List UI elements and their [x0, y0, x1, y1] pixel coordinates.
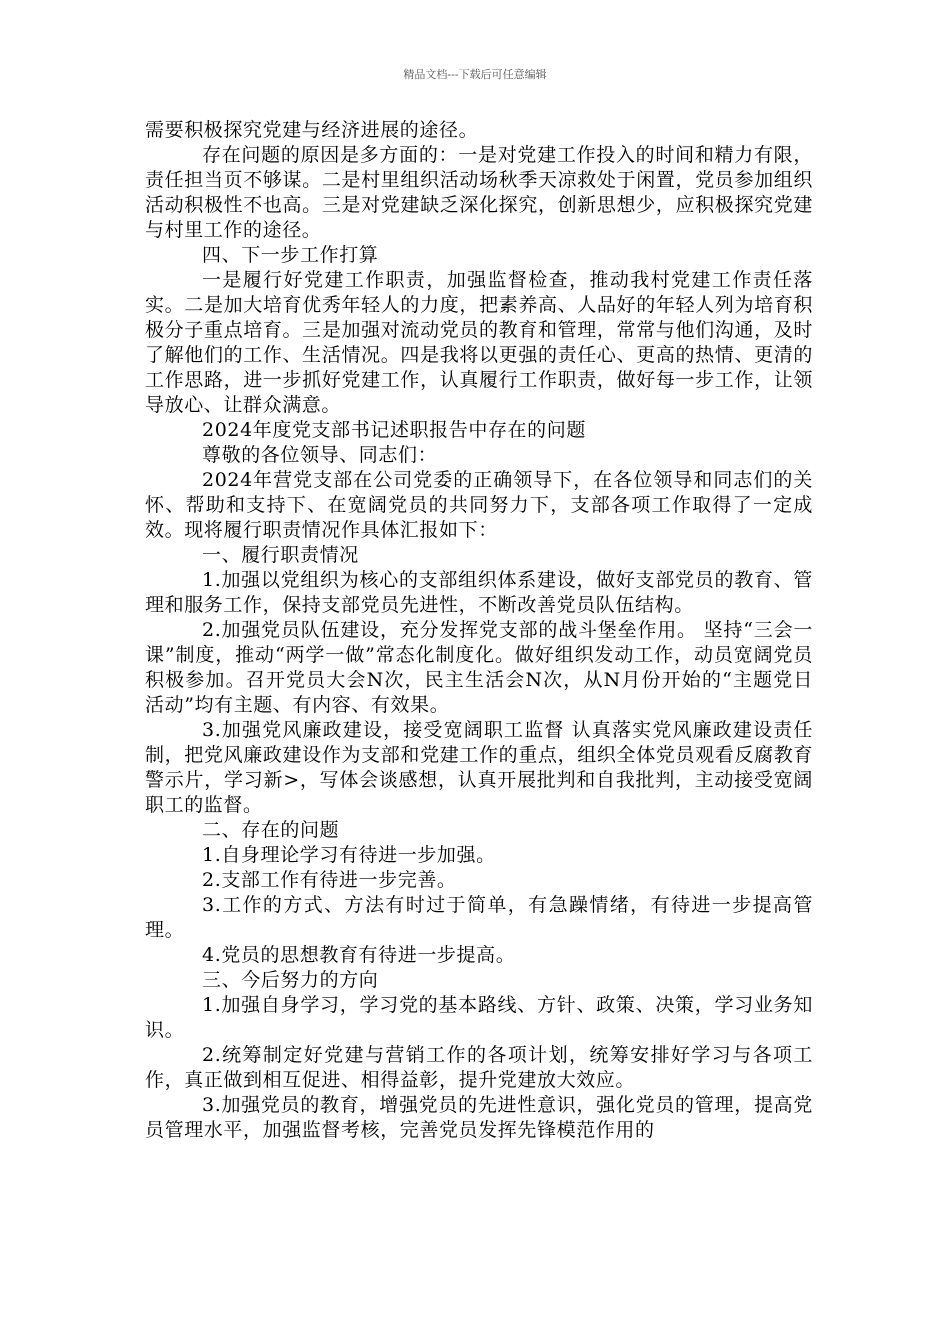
- list-item: 1.自身理论学习有待进一步加强。: [202, 844, 496, 866]
- paragraph: 一是履行好党建工作职责，加强监督检查，推动我村党建工作责任落实。二是加大培育优秀年轻人的力度，把素养高、人品好的年轻人列为培育积极分子重点培育。三是加强对流动党员的教育和管理，常常与他们沟通，及时了解他们的工作、生活情况。四是我将以更强的责任心、更高的热情、更清的工作思路，进一步抓好党建工作，认真履行工作职责，做好每一步工作，让领导放心、让群众满意。: [145, 269, 813, 416]
- document-body: [145, 118, 813, 1143]
- paragraph: 1.加强以党组织为核心的支部组织体系建设，做好支部党员的教育、管理和服务工作，保持支部党员先进性，不断改善党员队伍结构。: [145, 569, 813, 616]
- section-heading: 四、下一步工作打算: [202, 244, 379, 266]
- paragraph: 2024年营党支部在公司党委的正确领导下，在各位领导和同志们的关怀、帮助和支持下、在宽阔党员的共同努力下，支部各项工作取得了一定成效。现将履行职责情况作具体汇报如下：: [145, 469, 813, 541]
- paragraph: 3.加强党风廉政建设，接受宽阔职工监督 认真落实党风廉政建设责任制，把党风廉政建设作为支部和党建工作的重点，组织全体党员观看反腐教育警示片，学习新>，写体会谈感想，认真开展批判和自我批判，主动接受宽阔职工的监督。: [145, 719, 813, 816]
- page-header: 精品文档---下载后可任意编辑: [403, 68, 547, 81]
- report-title: 2024年度党支部书记述职报告中存在的问题: [202, 419, 586, 441]
- paragraph: 需要积极探究党建与经济进展的途径。: [145, 119, 479, 141]
- section-heading: 二、存在的问题: [202, 819, 340, 841]
- list-item: 3.工作的方式、方法有时过于简单，有急躁情绪，有待进一步提高管理。: [145, 894, 813, 941]
- list-item: 2.统筹制定好党建与营销工作的各项计划，统筹安排好学习与各项工作，真正做到相互促进、相得益彰，提升党建放大效应。: [145, 1044, 813, 1091]
- paragraph: 2.加强党员队伍建设，充分发挥党支部的战斗堡垒作用。 坚持“三会一课”制度，推动“两学一做”常态化制度化。做好组织发动工作，动员宽阔党员积极参加。召开党员大会N次，民主生活会N次，从N月份开始的“主题党日活动”均有主题、有内容、有效果。: [145, 619, 813, 716]
- list-item: 2.支部工作有待进一步完善。: [202, 869, 457, 891]
- list-item: 3.加强党员的教育，增强党员的先进性意识，强化党员的管理，提高党员管理水平，加强监督考核，完善党员发挥先锋模范作用的: [145, 1094, 813, 1141]
- section-heading: 一、履行职责情况: [202, 544, 359, 566]
- paragraph: 存在问题的原因是多方面的：一是对党建工作投入的时间和精力有限，责任担当页不够谋。二是村里组织活动场秋季天凉救处于闲置，党员参加组织活动积极性不也高。三是对党建缺乏深化探究，创新思想少，应积极探究党建与村里工作的途径。: [145, 144, 813, 241]
- section-heading: 三、今后努力的方向: [202, 969, 379, 991]
- list-item: 4.党员的思想教育有待进一步提高。: [202, 944, 516, 966]
- list-item: 1.加强自身学习，学习党的基本路线、方针、政策、决策，学习业务知识。: [145, 994, 813, 1041]
- salutation: 尊敬的各位领导、同志们：: [202, 444, 438, 466]
